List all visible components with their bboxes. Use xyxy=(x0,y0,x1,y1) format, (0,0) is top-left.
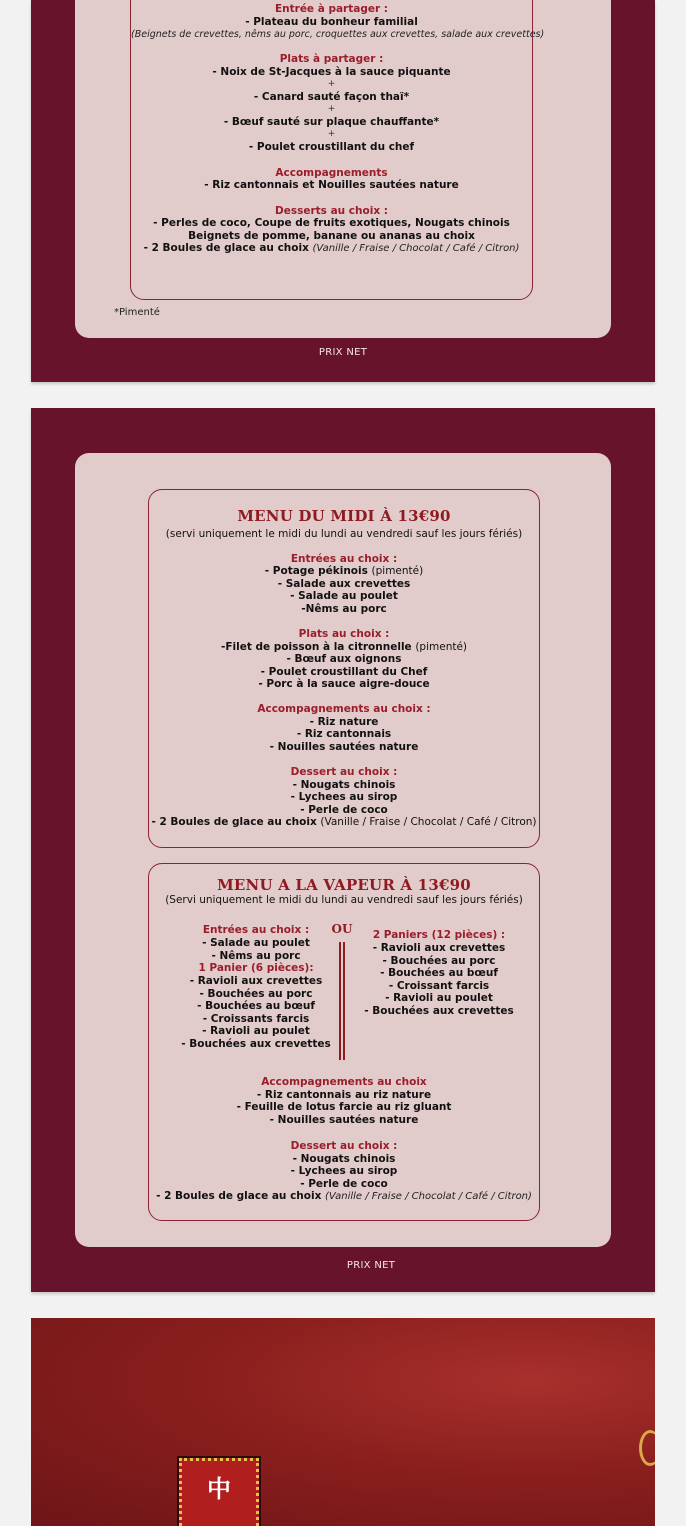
accomp-heading: Accompagnements xyxy=(275,167,388,179)
right-item: - Croissant farcis xyxy=(388,979,490,992)
glace-flavours: (Vanille / Fraise / Chocolat / Café / Citron) xyxy=(325,1191,532,1202)
accomp-item: - Nouilles sautées nature xyxy=(269,741,419,753)
menu-family-section xyxy=(31,0,655,382)
plat-item: - Poulet croustillant du chef xyxy=(248,141,415,153)
vapeur-left-column xyxy=(179,924,333,1050)
ou-label: OU xyxy=(331,922,353,936)
entree-heading: Entrée à partager : xyxy=(274,3,389,15)
entree-item xyxy=(149,565,539,578)
accomp-item: - Feuille de lotus farcie au riz gluant xyxy=(236,1101,452,1113)
dessert-item: - Perle de coco xyxy=(300,1178,388,1190)
plus-sign: + xyxy=(327,129,336,139)
menu-vapeur-title: MENU A LA VAPEUR À 13€90 xyxy=(217,876,471,894)
panier-heading: 1 Panier (6 pièces): xyxy=(198,962,314,974)
dessert-line xyxy=(131,242,532,255)
plat-item: - Noix de St-Jacques à la sauce piquante xyxy=(212,66,451,78)
accomp-heading: Accompagnements au choix xyxy=(261,1076,427,1088)
panier-item: - Bouchées au bœuf xyxy=(197,1000,315,1012)
left-item: - Salade au poulet xyxy=(202,937,310,949)
menu-midi-frame xyxy=(148,489,540,848)
lunch-menus-section xyxy=(31,408,655,1292)
panier-item: - Bouchées au porc xyxy=(199,987,313,1000)
sign-glyph: 中 xyxy=(207,1475,231,1503)
dessert-item: - Perle de coco xyxy=(300,804,388,816)
plats-heading: Plats à partager : xyxy=(279,53,384,65)
menu-midi-title: MENU DU MIDI À 13€90 xyxy=(237,507,451,525)
plat-item: - Poulet croustillant du Chef xyxy=(260,666,428,678)
plat-note: (pimenté) xyxy=(415,641,468,653)
right-item: - Bouchées au bœuf xyxy=(380,967,498,979)
menu-family-card xyxy=(75,0,611,338)
glace-label: - 2 Boules de glace au choix xyxy=(156,1190,322,1202)
vapeur-right-column xyxy=(359,929,519,1017)
ou-divider xyxy=(339,942,345,1060)
dessert-line: Beignets de pomme, banane ou ananas au choix xyxy=(188,230,475,242)
right-item: - Bouchées aux crevettes xyxy=(364,1004,514,1017)
panier-item: - Bouchées aux crevettes xyxy=(181,1037,331,1050)
desserts-heading: Desserts au choix : xyxy=(275,205,388,217)
prix-net-label: PRIX NET xyxy=(318,347,368,358)
accomp-item: - Riz cantonnais xyxy=(296,728,392,740)
plat-name: -Filet de poisson à la citronnelle xyxy=(220,641,412,653)
plus-sign: + xyxy=(327,79,336,89)
menu-family-frame xyxy=(130,0,545,300)
entree-note: (pimenté) xyxy=(371,565,424,577)
left-item: - Nêms au porc xyxy=(211,949,301,962)
right-item: - Ravioli aux crevettes xyxy=(372,942,506,954)
dessert-item: - Nougats chinois xyxy=(292,779,396,791)
glace-label: - 2 Boules de glace au choix xyxy=(151,816,317,828)
accomp-heading: Accompagnements au choix : xyxy=(257,703,431,715)
entree-name: - Potage pékinois xyxy=(264,565,368,577)
prix-net-label: PRIX NET xyxy=(346,1260,396,1271)
right-item: - Bouchées au porc xyxy=(382,954,496,967)
accomp-item: - Nouilles sautées nature xyxy=(269,1114,419,1126)
glace-label: - 2 Boules de glace au choix xyxy=(143,242,309,254)
plat-item: - Canard sauté façon thaï* xyxy=(253,91,410,103)
glace-flavours: (Vanille / Fraise / Chocolat / Café / Citron) xyxy=(320,816,537,828)
dessert-item: - Lychees au sirop xyxy=(290,791,398,803)
entree-item: - Salade aux crevettes xyxy=(277,578,411,590)
entrees-heading: Entrées au choix : xyxy=(290,553,398,565)
left-heading: Entrées au choix : xyxy=(202,924,310,936)
dessert-heading: Dessert au choix : xyxy=(290,1140,398,1152)
dessert-item: - Lychees au sirop xyxy=(290,1165,398,1177)
accomp-item: - Riz cantonnais et Nouilles sautées nature xyxy=(204,179,459,191)
entree-description: (Beignets de crevettes, nêms au porc, croquettes aux crevettes, salade aux crevettes) xyxy=(131,29,545,40)
entree-item: -Nêms au porc xyxy=(301,603,387,615)
dessert-item xyxy=(149,1190,539,1203)
dessert-line: - Perles de coco, Coupe de fruits exotiques, Nougats chinois xyxy=(153,217,510,229)
entree-item: - Salade au poulet xyxy=(290,590,398,602)
gold-ornament-icon xyxy=(639,1430,655,1466)
menu-midi-subtitle: (servi uniquement le midi du lundi au vendredi sauf les jours fériés) xyxy=(165,528,523,540)
plat-item: - Bœuf aux oignons xyxy=(286,653,402,665)
dessert-item: - Nougats chinois xyxy=(292,1153,396,1165)
right-item: - Ravioli au poulet xyxy=(385,992,493,1004)
panier-item: - Ravioli aux crevettes xyxy=(189,975,323,987)
plats-heading: Plats au choix : xyxy=(298,628,390,640)
right-heading: 2 Paniers (12 pièces) : xyxy=(372,929,506,941)
glace-flavours: (Vanille / Fraise / Chocolat / Café / Citron) xyxy=(312,243,520,254)
accomp-item: - Riz cantonnais au riz nature xyxy=(256,1089,432,1101)
panier-item: - Ravioli au poulet xyxy=(202,1025,310,1037)
menu-vapeur-frame xyxy=(148,863,540,1221)
dessert-heading: Dessert au choix : xyxy=(290,766,398,778)
dessert-item xyxy=(149,816,539,829)
entree-item: - Plateau du bonheur familial xyxy=(245,16,418,28)
plat-item: - Bœuf sauté sur plaque chauffante* xyxy=(223,116,440,128)
footnote-piment: *Pimenté xyxy=(114,307,160,318)
plus-sign: + xyxy=(327,104,336,114)
lunch-menus-card xyxy=(75,453,611,1247)
panier-item: - Croissants farcis xyxy=(202,1012,310,1025)
lantern-sign-icon xyxy=(179,1458,259,1526)
menu-vapeur-subtitle: (Servi uniquement le midi du lundi au vendredi sauf les jours fériés) xyxy=(165,894,523,906)
accomp-item: - Riz nature xyxy=(309,716,379,728)
restaurant-banner xyxy=(31,1318,655,1526)
plat-item: - Porc à la sauce aigre-douce xyxy=(258,678,430,690)
